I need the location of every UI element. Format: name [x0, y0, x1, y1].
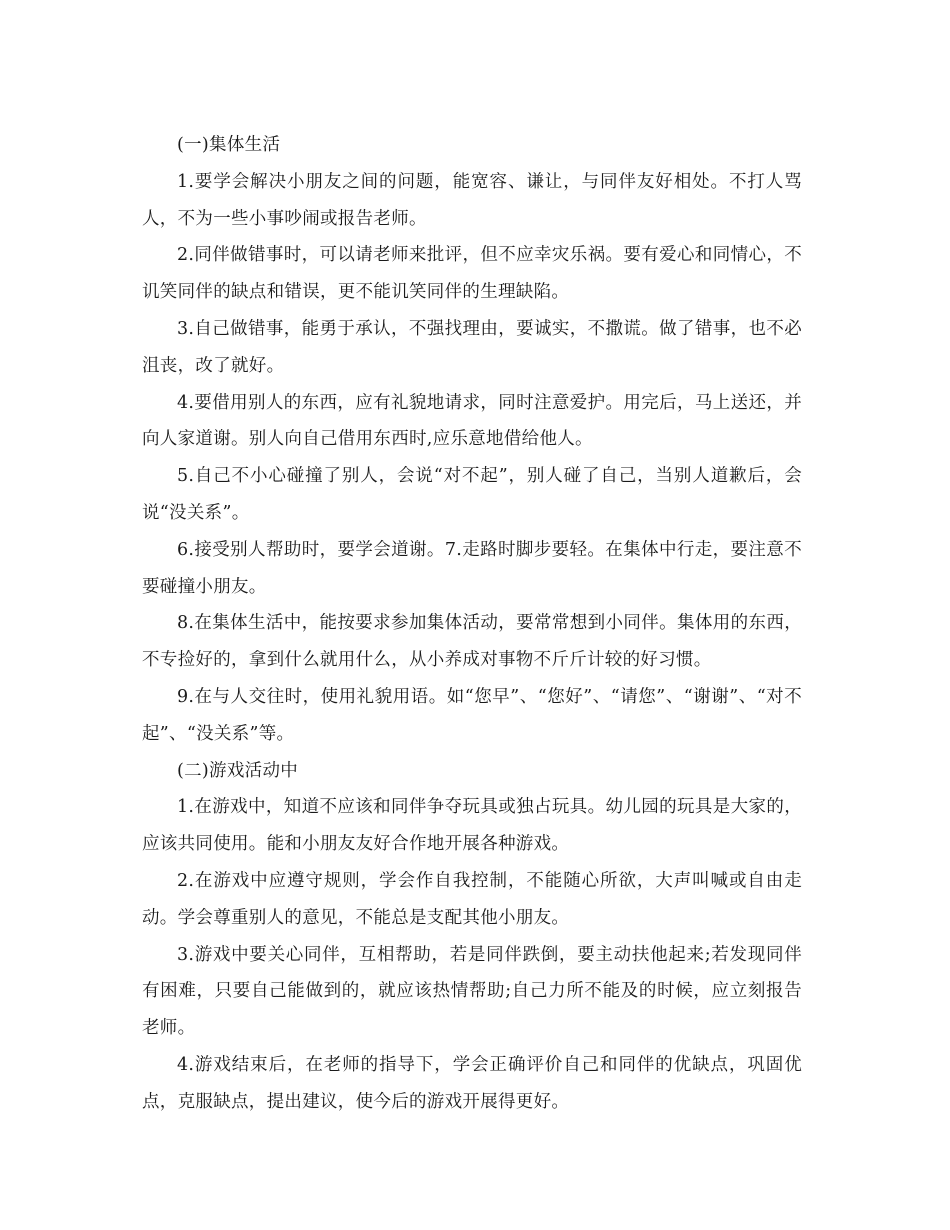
- paragraph: 9.在与人交往时，使用礼貌用语。如“您早”、“您好”、“请您”、“谢谢”、“对不起”、“没关系”等。: [142, 686, 802, 744]
- document-body: [142, 127, 802, 1121]
- section-heading-collective-life: (一)集体生活: [177, 135, 281, 155]
- paragraph: 4.游戏结束后，在老师的指导下，学会正确评价自己和同伴的优缺点，巩固优点，克服缺点，提出建议，使今后的游戏开展得更好。: [142, 1054, 802, 1112]
- paragraph: 8.在集体生活中，能按要求参加集体活动，要常常想到小同伴。集体用的东西，不专捡好的，拿到什么就用什么，从小养成对事物不斤斤计较的好习惯。: [142, 613, 802, 671]
- paragraph: 3.自己做错事，能勇于承认，不强找理由，要诚实，不撒谎。做了错事，也不必沮丧，改了就好。: [142, 318, 802, 376]
- paragraph: 3.游戏中要关心同伴，互相帮助，若是同伴跌倒，要主动扶他起来;若发现同伴有困难，只要自己能做到的，就应该热情帮助;自己力所不能及的时候，应立刻报告老师。: [142, 944, 802, 1039]
- paragraph: 6.接受别人帮助时，要学会道谢。7.走路时脚步要轻。在集体中行走，要注意不要碰撞小朋友。: [142, 539, 802, 597]
- paragraph: 1.在游戏中，知道不应该和同伴争夺玩具或独占玩具。幼儿园的玩具是大家的，应该共同使用。能和小朋友友好合作地开展各种游戏。: [142, 797, 802, 855]
- paragraph: 2.在游戏中应遵守规则，学会作自我控制，不能随心所欲，大声叫喊或自由走动。学会尊重别人的意见，不能总是支配其他小朋友。: [142, 870, 802, 928]
- paragraph: 2.同伴做错事时，可以请老师来批评，但不应幸灾乐祸。要有爱心和同情心，不讥笑同伴的缺点和错误，更不能讥笑同伴的生理缺陷。: [142, 245, 802, 303]
- paragraph: 1.要学会解决小朋友之间的问题，能宽容、谦让，与同伴友好相处。不打人骂人，不为一些小事吵闹或报告老师。: [142, 171, 802, 229]
- paragraph: 5.自己不小心碰撞了别人，会说“对不起”，别人碰了自己，当别人道歉后，会说“没关系”。: [142, 466, 802, 523]
- section-heading-game-activities: (二)游戏活动中: [177, 760, 299, 781]
- paragraph: 4.要借用别人的东西，应有礼貌地请求，同时注意爱护。用完后，马上送还，并向人家道谢。别人向自己借用东西时,应乐意地借给他人。: [142, 392, 802, 450]
